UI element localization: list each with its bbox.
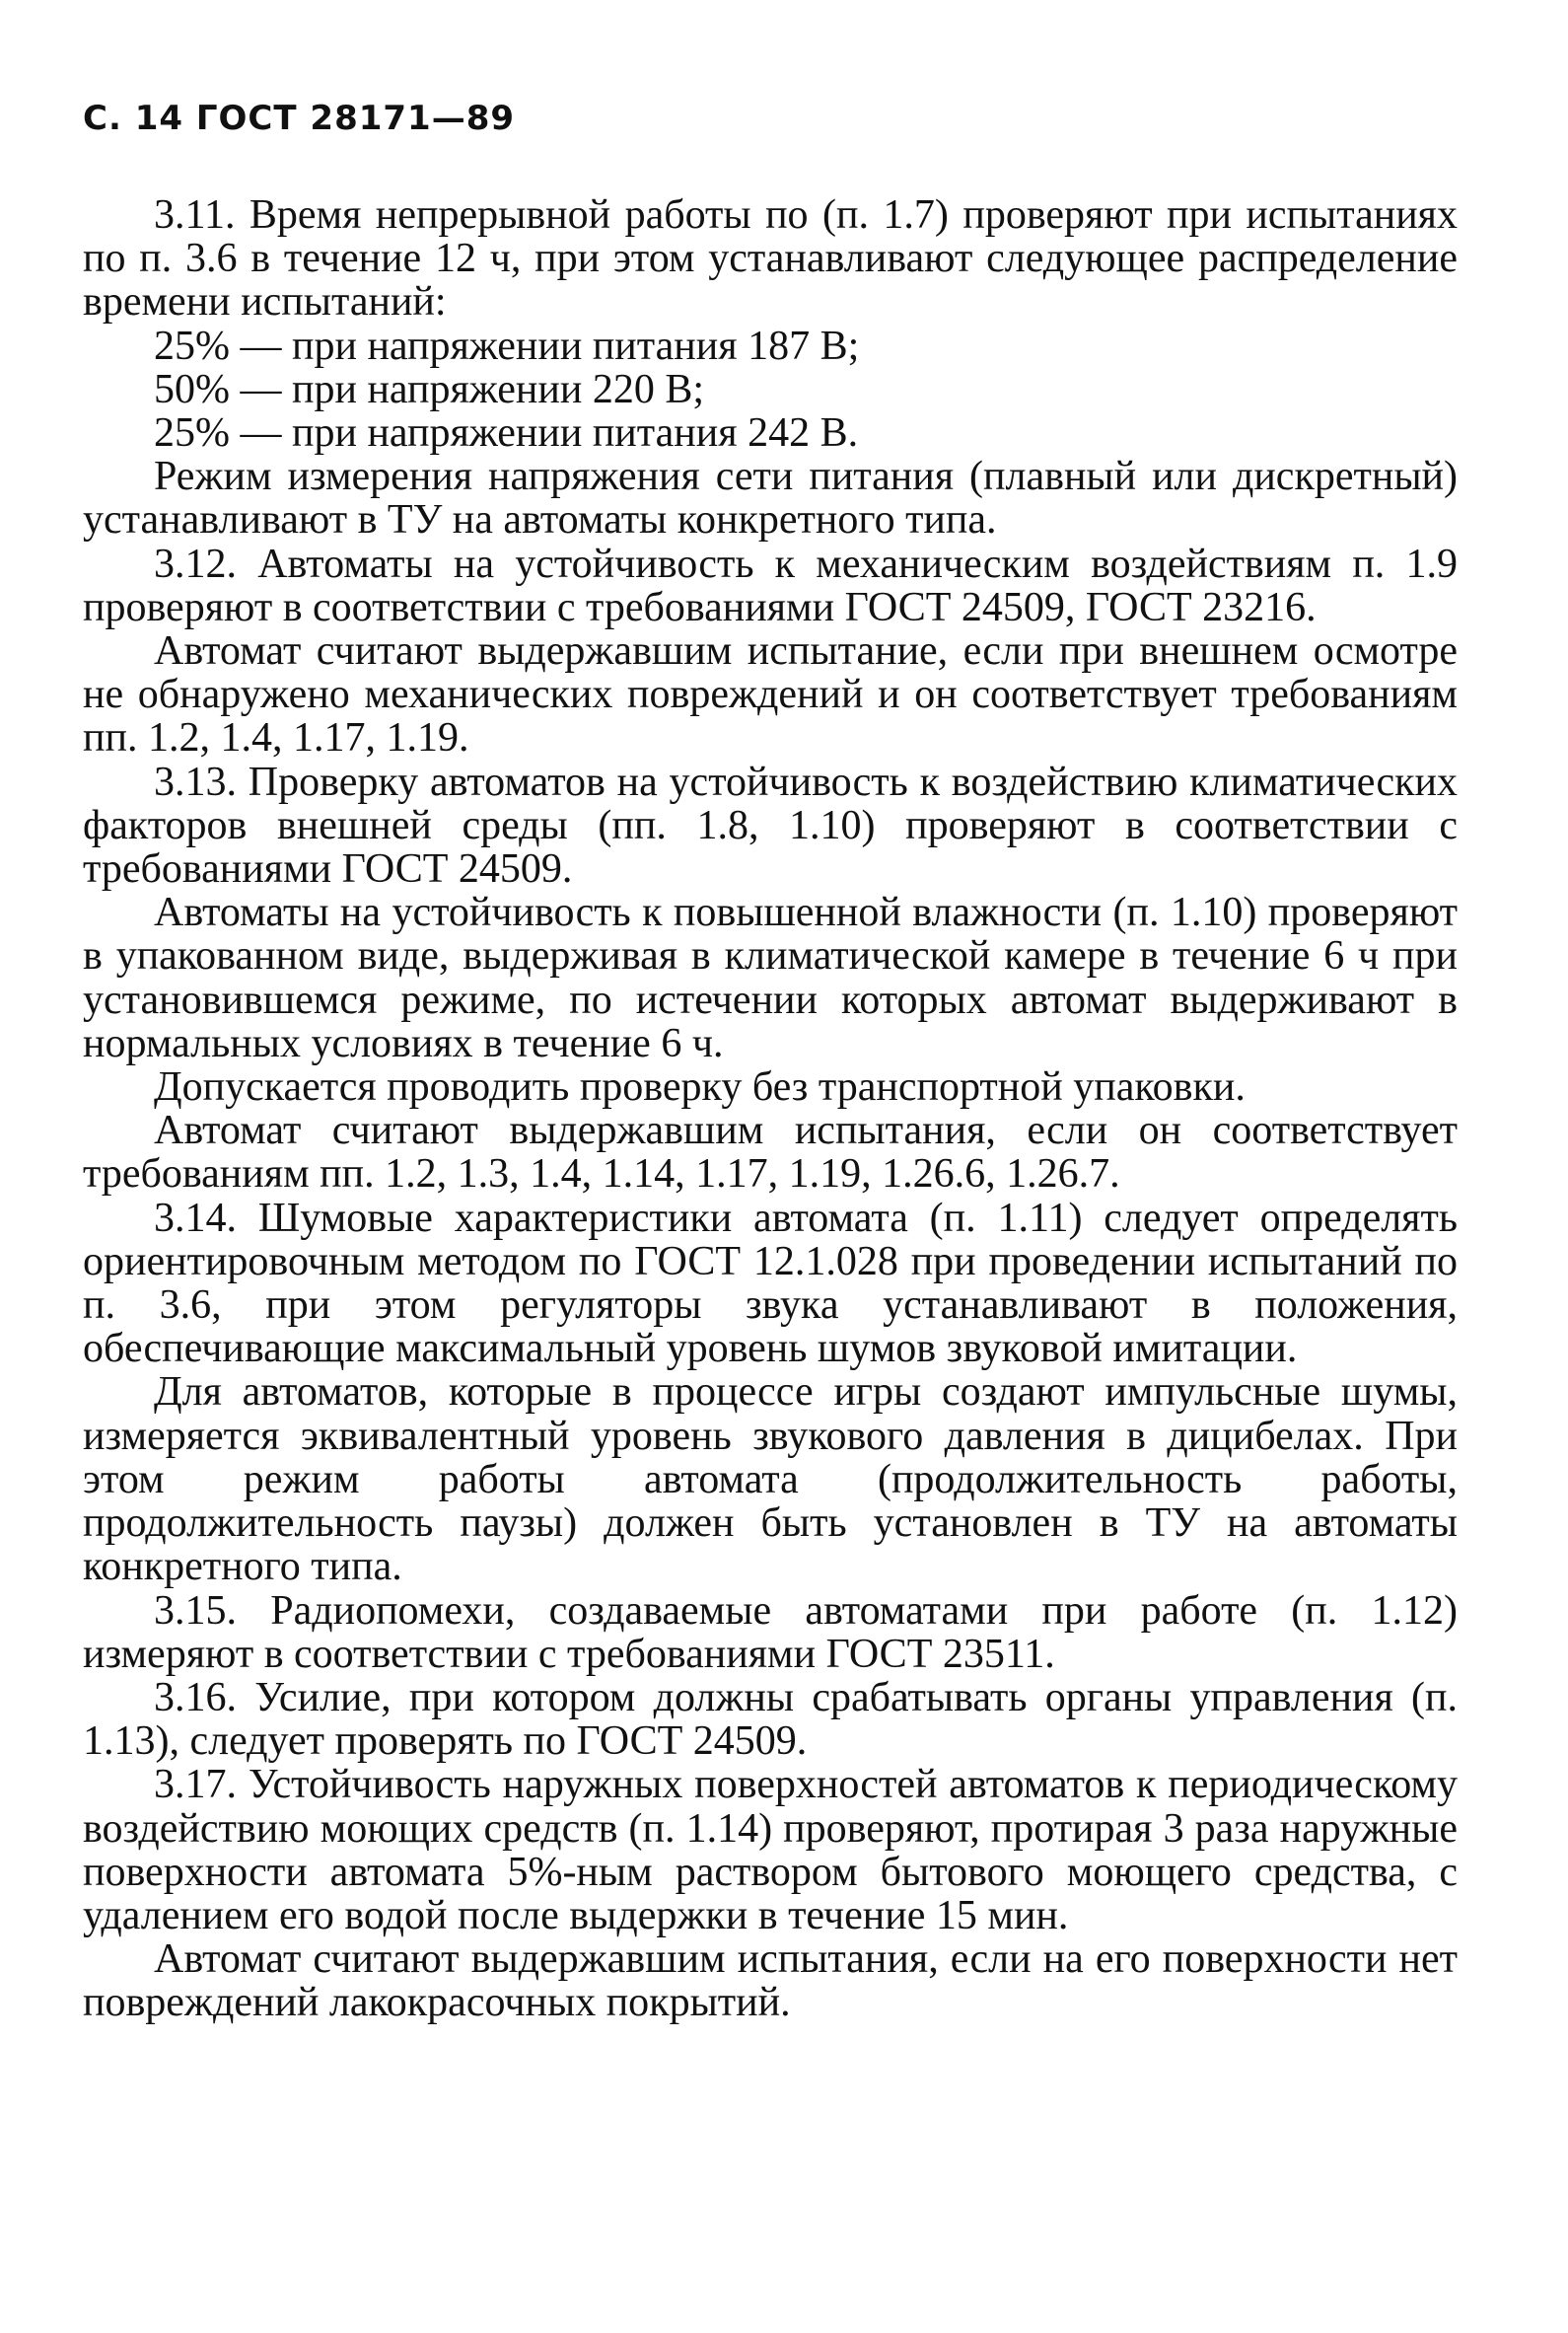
list-item-50-percent-220v: 50% — при напряжении 220 В; bbox=[154, 366, 705, 412]
paragraph-3-12-criteria: Автомат считают выдержавшим испытание, если при внешнем осмотре не обнаружено механических повреждений и он соответствует требованиям пп. 1.2, 1.4, 1.17, 1.19. bbox=[83, 628, 1458, 762]
paragraph-3-13: 3.13. Проверку автоматов на устойчивость к воздействию климатических факторов внешней среды (пп. 1.8, 1.10) проверяют в соответствии с требованиями ГОСТ 24509. bbox=[83, 759, 1458, 893]
running-head: С. 14 ГОСТ 28171—89 bbox=[83, 99, 516, 138]
paragraph-3-13-humidity: Автоматы на устойчивость к повышенной влажности (п. 1.10) проверяют в упакованном виде, выдерживая в климатической камере в течение 6 ч при установившемся режиме, по истечении которых автомат выдерживают в нормальных условиях в течение 6 ч. bbox=[83, 890, 1458, 1066]
paragraph-3-17: 3.17. Устойчивость наружных поверхностей автоматов к периодическому воздействию моющих средств (п. 1.14) проверяют, протирая 3 раза наружные поверхности автомата 5%-ным раствором бытового моющего средства, с удалением его водой после выдержки в течение 15 мин. bbox=[83, 1762, 1458, 1938]
list-item-25-percent-187v: 25% — при напряжении питания 187 В; bbox=[154, 323, 860, 369]
paragraph-mode-note: Режим измерения напряжения сети питания (плавный или дискретный) устанавливают в ТУ на автоматы конкретного типа. bbox=[83, 454, 1458, 544]
paragraph-3-16: 3.16. Усилие, при котором должны срабатывать органы управления (п. 1.13), следует проверять по ГОСТ 24509. bbox=[83, 1674, 1458, 1765]
paragraph-3-14: 3.14. Шумовые характеристики автомата (п. 1.11) следует определять ориентировочным методом по ГОСТ 12.1.028 при проведении испытаний по п. 3.6, при этом регуляторы звука устанавливают в положения, обеспечивающие максимальный уровень шумов звуковой имитации. bbox=[83, 1195, 1458, 1372]
paragraph-3-11: 3.11. Время непрерывной работы по (п. 1.7) проверяют при испытаниях по п. 3.6 в течение 12 ч, при этом устанавливают следующее распределение времени испытаний: bbox=[83, 192, 1458, 326]
body-text bbox=[83, 193, 1458, 2025]
paragraph-3-15: 3.15. Радиопомехи, создаваемые автоматами при работе (п. 1.12) измеряют в соответствии с требованиями ГОСТ 23511. bbox=[83, 1587, 1458, 1677]
paragraph-3-14-impulse: Для автоматов, которые в процессе игры создают импульсные шумы, измеряется эквивалентный уровень звукового давления в дицибелах. При этом режим работы автомата (продолжительность работы, продолжительность паузы) должен быть установлен в ТУ на автоматы конкретного типа. bbox=[83, 1369, 1458, 1590]
paragraph-3-13-criteria: Автомат считают выдержавшим испытания, если он соответствует требованиям пп. 1.2, 1.3, 1.4, 1.14, 1.17, 1.19, 1.26.6, 1.26.7. bbox=[83, 1108, 1458, 1198]
paragraph-3-12: 3.12. Автоматы на устойчивость к механическим воздействиям п. 1.9 проверяют в соответствии с требованиями ГОСТ 24509, ГОСТ 23216. bbox=[83, 541, 1458, 630]
paragraph-3-13-packaging: Допускается проводить проверку без транспортной упаковки. bbox=[154, 1064, 1246, 1111]
list-item-25-percent-242v: 25% — при напряжении питания 242 В. bbox=[154, 410, 859, 457]
paragraph-3-17-criteria: Автомат считают выдержавшим испытания, если на его поверхности нет повреждений лакокрасочных покрытий. bbox=[83, 1936, 1458, 2026]
